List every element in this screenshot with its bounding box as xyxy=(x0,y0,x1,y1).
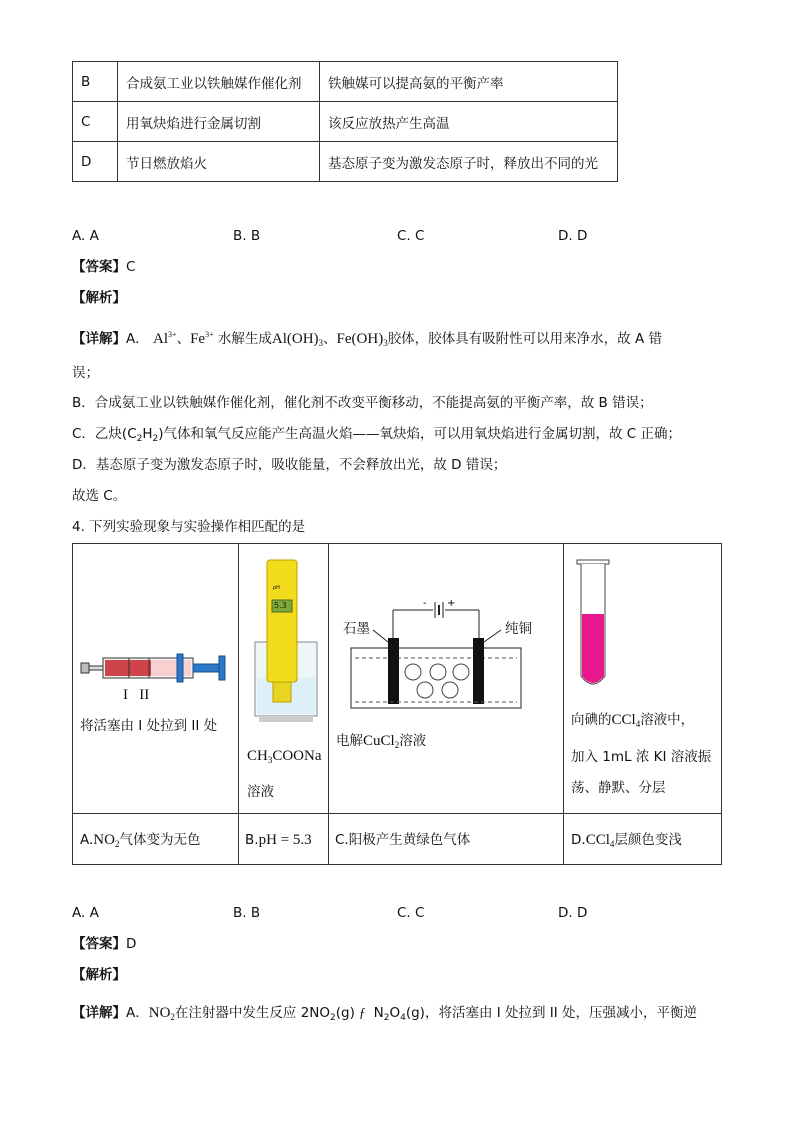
detail-text: A． xyxy=(126,1005,149,1021)
detail-text: 在注射器中发生反应 2NO xyxy=(174,1005,331,1021)
answer-value: D xyxy=(126,936,137,952)
test-tube-diagram xyxy=(573,558,613,696)
column-divider xyxy=(238,544,239,864)
detail-line-a xyxy=(72,1003,697,1028)
equilibrium-symbol: ƒ xyxy=(358,1005,366,1020)
result-b xyxy=(245,830,312,850)
ion-fe-charge: 3+ xyxy=(205,330,214,339)
row-operation: 用氧炔焰进行金属切割 xyxy=(118,102,320,142)
answer-line xyxy=(72,257,135,277)
analysis-label: 【解析】 xyxy=(72,967,126,983)
option-c: C. C xyxy=(397,905,425,921)
subscript: 4 xyxy=(635,719,641,729)
table-row xyxy=(73,62,618,102)
ph-value: pH = 5.3 xyxy=(258,832,312,848)
subscript: 2 xyxy=(152,434,159,444)
detail-text: N xyxy=(373,1005,384,1021)
subscript: 2 xyxy=(136,434,143,444)
result-text: 气体变为无色 xyxy=(119,832,201,848)
ccl4-formula xyxy=(612,712,641,728)
ion-fe xyxy=(190,331,214,347)
result-c: C.阳极产生黄绿色气体 xyxy=(335,832,471,848)
detail-text: 水解生成 xyxy=(217,331,272,347)
column-divider xyxy=(563,544,564,864)
detail-text: )气体和氧气反应能产生高温火焰——氧炔焰，可以用氧炔焰进行金属切割，故 C 正确； xyxy=(158,426,682,442)
detail-label: 【详解】 xyxy=(72,331,126,347)
row-explanation: 铁触媒可以提高氨的平衡产率 xyxy=(320,62,618,102)
ph-meter-reading: 5.3 xyxy=(274,601,287,610)
graphite-label: 石墨 xyxy=(343,621,370,637)
copper-label: 纯铜 xyxy=(505,621,532,637)
row-operation: 合成氨工业以铁触媒作催化剂 xyxy=(118,62,320,102)
column-divider xyxy=(328,544,329,864)
detail-line-d: D．基态原子变为激发态原子时，吸收能量，不会释放出光，故 D 错误； xyxy=(72,457,507,473)
al-oh-sub: 3 xyxy=(318,338,324,348)
row-operation: 节日燃放焰火 xyxy=(118,142,320,182)
row-label: C xyxy=(73,102,118,142)
comparison-table xyxy=(72,61,618,182)
detail-label: 【详解】 xyxy=(72,1005,126,1021)
answer-label: 【答案】 xyxy=(72,936,126,952)
separator: 、 xyxy=(176,331,191,347)
question-4-title: 4. 下列实验现象与实验操作相匹配的是 xyxy=(72,519,306,535)
detail-text: A． xyxy=(126,331,149,347)
electrolysis-diagram xyxy=(343,600,551,712)
caption-text: 溶液中， xyxy=(640,712,695,728)
fe-oh-formula: Fe(OH) xyxy=(336,331,384,347)
ion-al-charge: 3+ xyxy=(168,330,177,339)
detail-line-b: B．合成氨工业以铁触媒作催化剂，催化剂不改变平衡移动，不能提高氨的平衡产率，故 B 错误； xyxy=(72,395,653,411)
fe-oh xyxy=(337,331,388,347)
row-explanation: 基态原子变为激发态原子时，释放出不同的光 xyxy=(320,142,618,182)
al-oh-formula: Al(OH) xyxy=(271,331,319,347)
solution-label: 溶液 xyxy=(247,784,274,800)
option-a: A. A xyxy=(72,228,99,244)
result-label: A. xyxy=(80,832,94,848)
detail-text: O xyxy=(389,1005,401,1021)
row-explanation: 该反应放热产生高温 xyxy=(320,102,618,142)
ph-meter-diagram xyxy=(251,558,321,726)
detail-text: (g) xyxy=(335,1005,355,1021)
subscript: 2 xyxy=(330,1013,336,1023)
detail-text: (g)，将活塞由 I 处拉到 II 处，压强减小，平衡逆 xyxy=(405,1005,698,1021)
subscript: 2 xyxy=(383,1013,390,1023)
subscript: 3 xyxy=(267,755,273,765)
option-b: B. B xyxy=(233,228,261,244)
detail-line-a2: 误； xyxy=(72,365,99,381)
subscript: 2 xyxy=(394,740,400,750)
answer-line xyxy=(72,934,136,954)
formula-part: CH xyxy=(247,748,268,764)
formula-part: NO xyxy=(148,1005,171,1021)
test-tube-text-3: 荡、静默、分层 xyxy=(571,780,666,796)
svg-text:+: + xyxy=(447,600,456,609)
option-c: C. C xyxy=(397,228,425,244)
syringe-operation: 将活塞由 I 处拉到 II 处 xyxy=(80,718,218,734)
caption-text: 电解 xyxy=(336,733,363,749)
no2-formula xyxy=(149,1005,175,1021)
ion-al xyxy=(153,331,177,347)
cucl2-formula xyxy=(363,733,399,749)
solution-formula xyxy=(247,746,322,770)
no2-formula xyxy=(93,832,119,848)
subscript: 4 xyxy=(609,839,615,849)
subscript: 4 xyxy=(400,1013,406,1023)
formula-part: CCl xyxy=(611,712,636,728)
row-label: D xyxy=(73,142,118,182)
answer-value: C xyxy=(126,259,136,275)
syringe-diagram xyxy=(79,652,235,688)
caption-text: 向碘的 xyxy=(571,712,612,728)
ion-fe-symbol: Fe xyxy=(190,331,206,347)
svg-text:-: - xyxy=(423,600,427,609)
table-row xyxy=(73,142,618,182)
result-label: D. xyxy=(571,832,586,848)
ccl4-formula xyxy=(586,832,615,848)
al-oh xyxy=(272,331,323,347)
subscript: 2 xyxy=(170,1012,175,1022)
detail-line-a: 【详解】A． $Al^{3+}$、$Fe^{3+}$ 水解生成$Al(OH)_3$、$Fe(OH)_3$胶体，胶体具有吸附性可以用来净水，故 A 错 xyxy=(72,330,663,348)
electrolysis-caption xyxy=(336,731,426,755)
formula-part: CCl xyxy=(585,832,610,848)
row-label: B xyxy=(73,62,118,102)
result-text: 层颜色变浅 xyxy=(614,832,682,848)
fe-oh-sub: 3 xyxy=(383,338,388,348)
ph-meter-label: pH xyxy=(273,585,280,591)
detail-line-c xyxy=(72,424,681,449)
result-d xyxy=(571,830,682,854)
syringe-position-labels: I II xyxy=(123,687,150,703)
caption-text: 溶液 xyxy=(399,733,427,749)
result-label: B. xyxy=(245,832,259,848)
formula-part: CuCl xyxy=(363,733,395,749)
table-row xyxy=(73,102,618,142)
test-tube-text-2: 加入 1mL 浓 KI 溶液振 xyxy=(571,749,712,765)
option-b: B. B xyxy=(233,905,261,921)
detail-text: C．乙炔(C xyxy=(72,426,137,442)
result-a xyxy=(80,830,200,854)
answer-label: 【答案】 xyxy=(72,259,126,275)
subscript: 2 xyxy=(114,839,120,849)
formula-part: COONa xyxy=(272,748,322,764)
option-d: D. D xyxy=(558,228,588,244)
option-a: A. A xyxy=(72,905,99,921)
experiment-table xyxy=(72,543,722,865)
row-divider xyxy=(73,813,721,814)
formula-part: NO xyxy=(93,832,115,848)
detail-text: H xyxy=(142,426,153,442)
analysis-label: 【解析】 xyxy=(72,290,126,306)
ion-al-symbol: Al xyxy=(153,331,169,347)
detail-text: 胶体，胶体具有吸附性可以用来净水，故 A 错 xyxy=(387,331,663,347)
option-d: D. D xyxy=(558,905,588,921)
test-tube-text-1 xyxy=(571,710,694,734)
conclusion: 故选 C。 xyxy=(72,488,127,504)
